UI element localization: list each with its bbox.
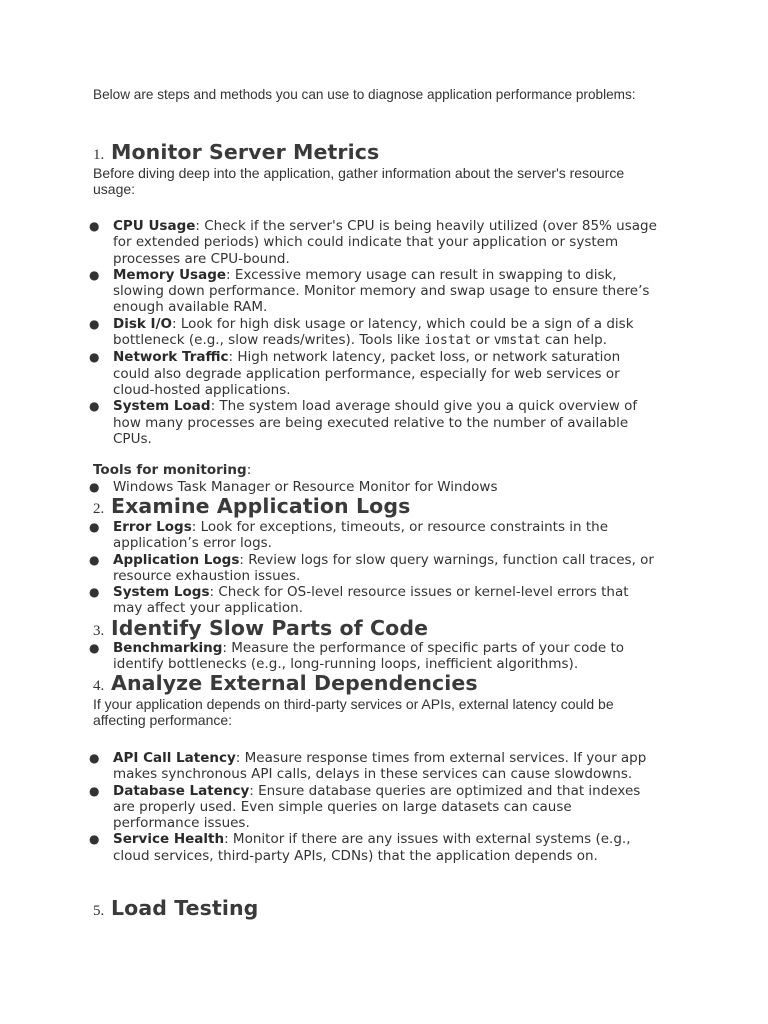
section-title: Monitor Server Metrics	[111, 140, 380, 164]
bullet-list-external-deps	[0, 750, 768, 864]
section-title: Examine Application Logs	[111, 494, 411, 518]
bullet-icon: ●	[89, 267, 100, 282]
list-item: ● System Load: The system load average should give you a quick overview of how many processes are being executed relative to the number of available CPUs.	[89, 398, 638, 447]
bullet-icon: ●	[89, 520, 100, 534]
list-item: ● System Logs: Check for OS-level resource issues or kernel-level errors that may affect your application.	[89, 584, 629, 617]
bullet-list-app-logs	[0, 519, 768, 617]
section-title: Load Testing	[111, 896, 259, 920]
section-description: If your application depends on third-party services or APIs, external latency could be affecting performance:	[93, 696, 614, 729]
section-heading-3	[93, 616, 428, 642]
bullet-icon: ●	[89, 585, 100, 600]
code-vmstat: vmstat	[493, 333, 541, 349]
bullet-list-slow-code	[0, 640, 768, 673]
bullet-icon: ●	[89, 552, 100, 567]
code-iostat: iostat	[424, 333, 472, 349]
section-title: Analyze External Dependencies	[111, 671, 478, 695]
tools-label: Tools for monitoring:	[93, 462, 252, 478]
section-heading-2	[93, 494, 410, 520]
section-number: 5.	[93, 903, 105, 919]
bullet-icon: ●	[89, 350, 100, 365]
list-item: ● Windows Task Manager or Resource Monitor for Windows	[89, 479, 498, 495]
list-item: ● Application Logs: Review logs for slow query warnings, function call traces, or resource exhaustion issues.	[89, 551, 654, 584]
bullet-icon: ●	[89, 641, 100, 655]
section-number: 4.	[93, 678, 105, 694]
bullet-icon: ●	[89, 832, 100, 847]
section-heading-1	[93, 140, 379, 166]
list-item: ● Benchmarking: Measure the performance of specific parts of your code to identify bottlenecks (e.g., long-running loops, inefficient algorithms).	[89, 640, 625, 673]
section-number: 3.	[93, 623, 105, 639]
section-number: 2.	[93, 501, 105, 517]
section-number: 1.	[93, 147, 105, 163]
section-heading-5	[93, 896, 258, 922]
list-item: ● Network Traffic: High network latency, packet loss, or network saturation could also degrade application performance, especially for web services or cloud-hosted applications.	[89, 349, 621, 398]
bullet-icon: ●	[89, 219, 100, 233]
bullet-icon: ●	[89, 399, 100, 414]
bullet-list-tools	[0, 479, 768, 495]
section-heading-4	[93, 671, 478, 697]
list-item: ● Memory Usage: Excessive memory usage can result in swapping to disk, slowing down performance. Monitor memory and swap usage to ensure there’s enough available RAM.	[89, 266, 650, 316]
bullet-icon: ●	[89, 480, 100, 494]
section-title: Identify Slow Parts of Code	[111, 616, 429, 640]
section-description: Before diving deep into the application, gather information about the server's resource usage:	[93, 165, 625, 198]
bullet-icon: ●	[89, 751, 100, 765]
list-item: ● CPU Usage: Check if the server's CPU is being heavily utilized (over 85% usage for extended periods) which could indicate that your application or system processes are CPU-bound.	[89, 218, 657, 267]
list-item: ● Disk I/O: Look for high disk usage or latency, which could be a sign of a disk bottleneck (e.g., slow reads/writes). Tools like iostat or vmstat can help.	[89, 315, 634, 349]
bullet-icon: ●	[89, 316, 100, 331]
list-item: ● Database Latency: Ensure database queries are optimized and that indexes are properly used. Even simple queries on large datasets can cause performance issues.	[89, 782, 641, 832]
list-item: ● API Call Latency: Measure response times from external services. If your app makes synchronous API calls, delays in these services can cause slowdowns.	[89, 750, 647, 783]
list-item: ● Service Health: Monitor if there are any issues with external systems (e.g., cloud services, third-party APIs, CDNs) that the application depends on.	[89, 831, 631, 864]
list-item: ● Error Logs: Look for exceptions, timeouts, or resource constraints in the application’s error logs.	[89, 519, 609, 552]
bullet-icon: ●	[89, 783, 100, 798]
bullet-list-server-metrics	[0, 218, 768, 447]
intro-paragraph: Below are steps and methods you can use to diagnose application performance problems:	[93, 87, 636, 102]
